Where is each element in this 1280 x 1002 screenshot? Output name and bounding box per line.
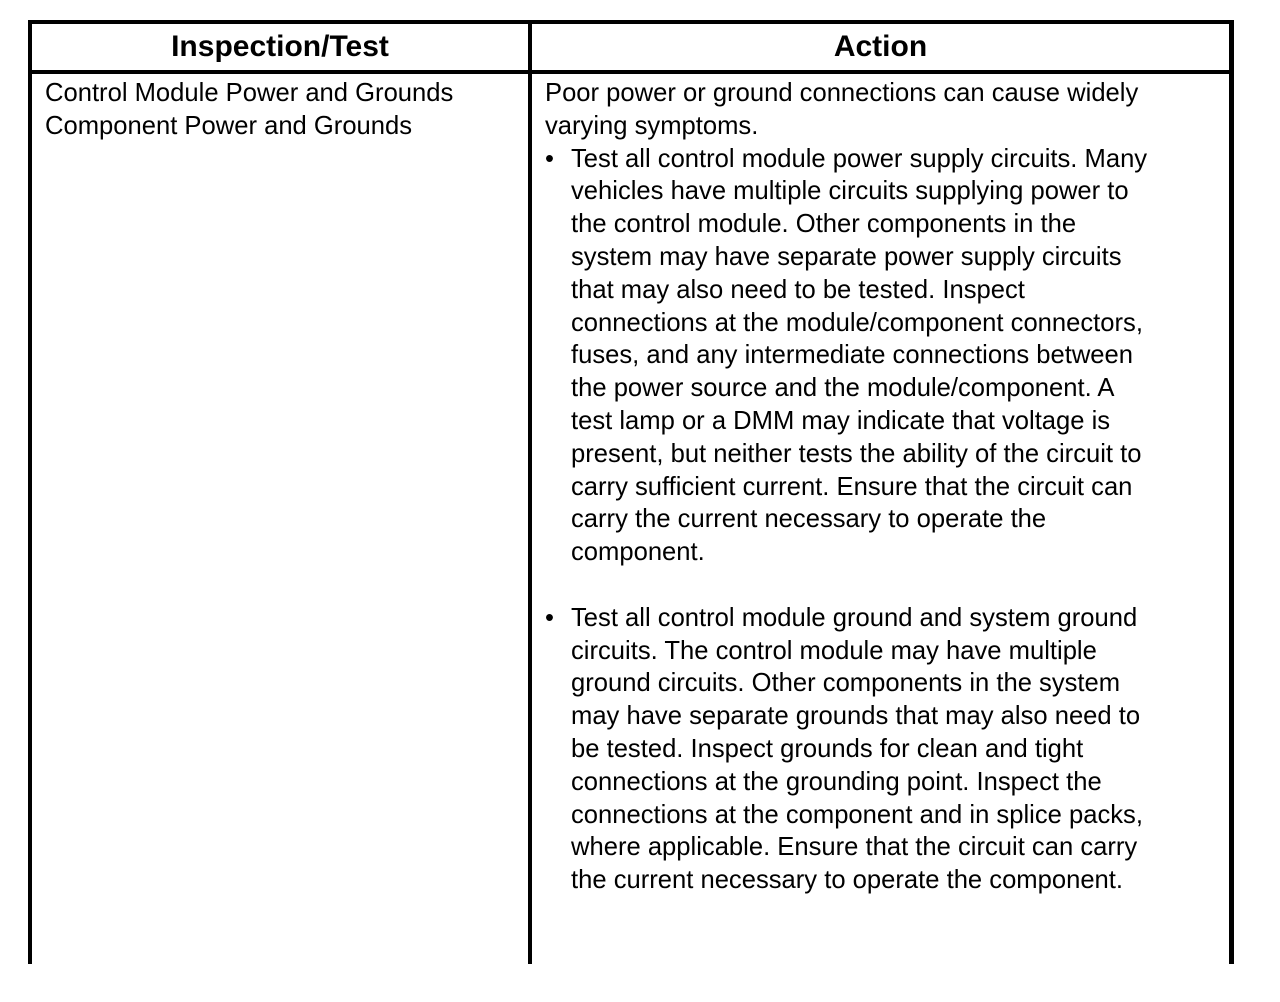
bullet-marker: • [545, 603, 554, 632]
bullet-spacer [545, 569, 1225, 602]
inspection-item: Control Module Power and Grounds [45, 79, 454, 107]
inspection-table [28, 20, 1234, 964]
bullet-line: circuits. The control module may have multiple [571, 636, 1097, 665]
bullet-text [571, 602, 1225, 897]
header-action: Action [833, 30, 928, 63]
action-bullet-power [545, 143, 1225, 569]
column-divider [528, 20, 532, 964]
bullet-line: where applicable. Ensure that the circuit can carry [571, 833, 1138, 862]
bullet-marker: • [545, 144, 554, 173]
bullet-line: carry sufficient current. Ensure that the circuit can [571, 472, 1133, 501]
bullet-line: Test all control module ground and system ground [571, 603, 1138, 632]
bullet-line: component. [571, 538, 705, 567]
bullet-line: carry the current necessary to operate the [571, 505, 1047, 534]
bullet-line: that may also need to be tested. Inspect [571, 275, 1025, 304]
action-intro-line: varying symptoms. [545, 111, 759, 140]
action-cell [545, 74, 1225, 897]
bullet-line: connections at the component and in splice packs, [571, 800, 1143, 829]
bullet-line: the power source and the module/component. A [571, 374, 1115, 403]
inspection-cell [45, 74, 525, 143]
bullet-line: the control module. Other components in the [571, 210, 1077, 239]
bullet-line: Test all control module power supply circuits. Many [571, 144, 1148, 173]
bullet-line: fuses, and any intermediate connections between [571, 341, 1134, 370]
bullet-line: test lamp or a DMM may indicate that voltage is [571, 406, 1111, 435]
action-intro-line: Poor power or ground connections can cause widely [545, 79, 1139, 107]
table-left-border [28, 20, 32, 964]
bullet-line: system may have separate power supply circuits [571, 242, 1122, 271]
bullet-text [571, 143, 1225, 569]
inspection-item: Component Power and Grounds [45, 111, 413, 140]
bullet-line: the current necessary to operate the component. [571, 866, 1124, 895]
bullet-line: may have separate grounds that may also need to [571, 702, 1141, 731]
action-bullet-ground [545, 602, 1225, 897]
bullet-line: ground circuits. Other components in the system [571, 669, 1121, 698]
bullet-line: be tested. Inspect grounds for clean and tight [571, 734, 1084, 763]
bullet-line: connections at the grounding point. Inspect the [571, 767, 1102, 796]
bullet-line: vehicles have multiple circuits supplying power to [571, 177, 1129, 206]
header-inspection-test: Inspection/Test [171, 30, 389, 63]
bullet-line: connections at the module/component connectors, [571, 308, 1143, 337]
action-intro [545, 77, 1225, 143]
bullet-line: present, but neither tests the ability of the circuit to [571, 439, 1142, 468]
table-right-border [1229, 20, 1234, 964]
